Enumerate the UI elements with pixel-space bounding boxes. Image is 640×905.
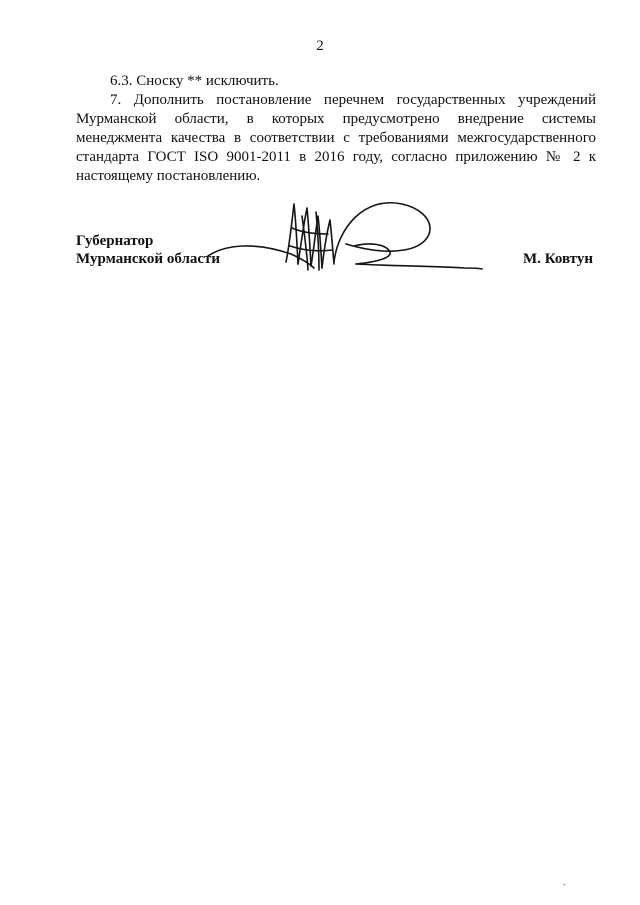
paragraph-6-3: 6.3. Сноску ** исключить. bbox=[110, 73, 279, 89]
paragraph-7: 7. Дополнить постановление перечнем государственных учреждений Мурманской области, в которых предусмотрено внедрение системы менеджмента качества в соответствии с требованиями межгосударственного стандарта ГОСТ ISO 9001-2011 в 2016 году, согласно приложению № 2 к настоящему постановлению. bbox=[76, 92, 596, 184]
page-number: 2 bbox=[316, 38, 324, 54]
signatory-title-line2: Мурманской области bbox=[76, 251, 221, 267]
signature-block bbox=[76, 232, 596, 268]
signatory-title-line1: Губернатор bbox=[76, 233, 154, 249]
document-body bbox=[76, 72, 596, 186]
signatory-name: М. Ковтун bbox=[523, 251, 593, 267]
corner-mark: - bbox=[563, 880, 566, 889]
